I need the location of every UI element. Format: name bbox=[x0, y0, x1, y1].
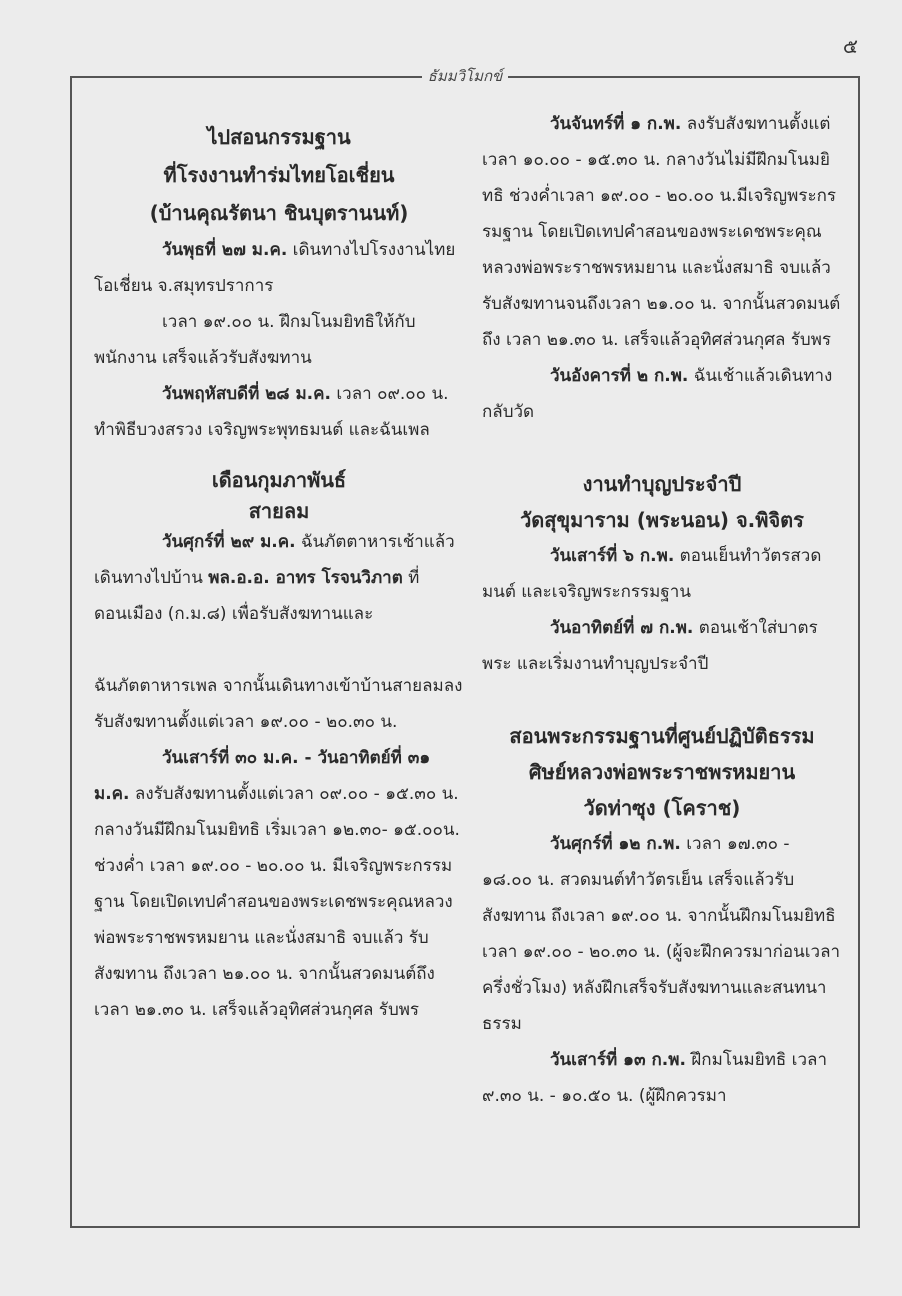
paragraph: ฉันภัตตาหารเพล จากนั้นเดินทางเข้าบ้านสายลมลงรับสังฆทานตั้งแต่เวลา ๑๙.๐๐ - ๒๐.๓๐ น. bbox=[94, 676, 463, 732]
right-column bbox=[482, 106, 842, 1114]
paragraph-text: เดินทางไปโรงงานไทยโอเชี่ยน จ.สมุทรปราการ bbox=[94, 240, 456, 296]
title-line: วัดท่าซุง (โคราช) bbox=[583, 796, 741, 820]
page-number: ๕ bbox=[842, 34, 858, 58]
paragraph bbox=[482, 610, 842, 682]
title-line: ศิษย์หลวงพ่อพระราชพรหมยาน bbox=[528, 760, 796, 784]
paragraph: เวลา ๑๙.๐๐ น. ฝึกมโนมยิทธิให้กับพนักงาน เสร็จแล้วรับสังฆทาน bbox=[94, 312, 416, 368]
running-header bbox=[72, 64, 858, 88]
paragraph bbox=[94, 524, 464, 632]
paragraph bbox=[482, 826, 842, 1042]
paragraph bbox=[94, 740, 464, 1028]
paragraph bbox=[482, 538, 842, 610]
paragraph bbox=[94, 376, 464, 448]
paragraph-text: ลงรับสังฆทานตั้งแต่เวลา ๐๙.๐๐ - ๑๕.๓๐ น. กลางวันมีฝึกมโนมยิทธิ เริ่มเวลา ๑๒.๓๐- ๑๕.๐๐น. ช่วงค่ำ เวลา ๑๙.๐๐ - ๒๐.๐๐ น. มีเจริญพระกรรมฐาน โดยเปิดเทปคำสอนของพระเดชพระคุณหลวงพ่อพระราชพรหมยาน และนั่งสมาธิ จบแล้ว รับสังฆทาน ถึงเวลา ๒๑.๐๐ น. จากนั้นสวดมนต์ถึงเวลา ๒๑.๓๐ น. เสร็จแล้วอุทิศส่วนกุศล รับพร bbox=[94, 784, 460, 1020]
paragraph bbox=[482, 1042, 842, 1114]
paragraph-text: ที่ดอนเมือง (ก.ม.๘) เพื่อรับสังฆทานและ bbox=[94, 568, 420, 624]
paragraph bbox=[482, 106, 842, 358]
title-line: วัดสุขุมาราม (พระนอน) จ.พิจิตร bbox=[520, 508, 804, 532]
paragraph-text: ตอนเช้าใส่บาตรพระ และเริ่มงานทำบุญประจำปี bbox=[482, 618, 818, 674]
left-column bbox=[94, 106, 464, 1028]
paragraph bbox=[482, 358, 842, 430]
date-heading: วันเสาร์ที่ ๓๐ ม.ค. - วันอาทิตย์ที่ ๓๑ ม.ค. bbox=[94, 748, 431, 804]
section-title bbox=[482, 718, 842, 826]
content-frame bbox=[70, 67, 860, 1228]
paragraph-text: ฉันภัตตาหารเช้าแล้วเดินทางไปบ้าน bbox=[94, 532, 455, 588]
paragraph-text: ลงรับสังฆทานตั้งแต่เวลา ๑๐.๐๐ - ๑๕.๓๐ น. กลางวันไม่มีฝึกมโนมยิทธิ ช่วงค่ำเวลา ๑๙.๐๐ - ๒๐.๐๐ น.มีเจริญพระกรรมฐาน โดยเปิดเทปคำสอนของพระเดชพระคุณหลวงพ่อพระราชพรหมยาน และนั่งสมาธิ จบแล้ว รับสังฆทานจนถึงเวลา ๒๑.๐๐ น. จากนั้นสวดมนต์ถึง เวลา ๒๑.๓๐ น. เสร็จแล้วอุทิศส่วนกุศล รับพร bbox=[482, 114, 841, 350]
paragraph-text: ตอนเย็นทำวัตรสวดมนต์ และเจริญพระกรรมฐาน bbox=[482, 546, 822, 602]
title-line: งานทำบุญประจำปี bbox=[582, 472, 742, 496]
paragraph-text: ฉันเช้าแล้วเดินทางกลับวัด bbox=[482, 366, 833, 422]
person-name: พล.อ.อ. อาทร โรจนวิภาต bbox=[208, 568, 403, 588]
paragraph-text: ฝึกมโนมยิทธิ เวลา ๙.๓๐ น. - ๑๐.๕๐ น. (ผู้ฝึกควรมา bbox=[482, 1050, 827, 1106]
title-line: สอนพระกรรมฐานที่ศูนย์ปฏิบัติธรรม bbox=[509, 724, 815, 748]
running-header-text: ธัมมวิโมกข์ bbox=[422, 67, 509, 85]
date-heading: วันเสาร์ที่ ๑๓ ก.พ. bbox=[550, 1050, 686, 1070]
paragraph-text: เวลา ๐๙.๐๐ น. ทำพิธีบวงสรวง เจริญพระพุทธมนต์ และฉันเพล bbox=[94, 384, 449, 440]
date-heading: วันอาทิตย์ที่ ๗ ก.พ. bbox=[550, 618, 694, 638]
paragraph-text: เวลา ๑๗.๓๐ - ๑๘.๐๐ น. สวดมนต์ทำวัตรเย็น เสร็จแล้วรับสังฆทาน ถึงเวลา ๑๙.๐๐ น. จากนั้นฝึกมโนมยิทธิ เวลา ๑๙.๐๐ - ๒๐.๓๐ น. (ผู้จะฝึกควรมาก่อนเวลาครึ่งชั่วโมง) หลังฝึกเสร็จรับสังฆทานและสนทนาธรรม bbox=[482, 834, 841, 1034]
date-heading: วันอังคารที่ ๒ ก.พ. bbox=[550, 366, 689, 386]
title-line: ที่โรงงานทำร่มไทยโอเชี่ยน bbox=[163, 163, 395, 187]
paragraph bbox=[94, 232, 464, 304]
left-section-title bbox=[94, 118, 464, 232]
month-title: เดือนกุมภาพันธ์ bbox=[211, 468, 347, 492]
date-heading: วันพุธที่ ๒๗ ม.ค. bbox=[162, 240, 288, 260]
date-heading: วันพฤหัสบดีที่ ๒๘ ม.ค. bbox=[162, 384, 331, 404]
date-heading: วันจันทร์ที่ ๑ ก.พ. bbox=[550, 114, 682, 134]
date-heading: วันศุกร์ที่ ๑๒ ก.พ. bbox=[550, 834, 681, 854]
title-line: ไปสอนกรรมฐาน bbox=[207, 125, 351, 149]
title-line: (บ้านคุณรัตนา ชินบุตรานนท์) bbox=[149, 201, 409, 225]
section-title bbox=[482, 466, 842, 538]
date-heading: วันเสาร์ที่ ๖ ก.พ. bbox=[550, 546, 675, 566]
date-heading: วันศุกร์ที่ ๒๙ ม.ค. bbox=[162, 532, 296, 552]
place-title: สายลม bbox=[248, 499, 310, 523]
